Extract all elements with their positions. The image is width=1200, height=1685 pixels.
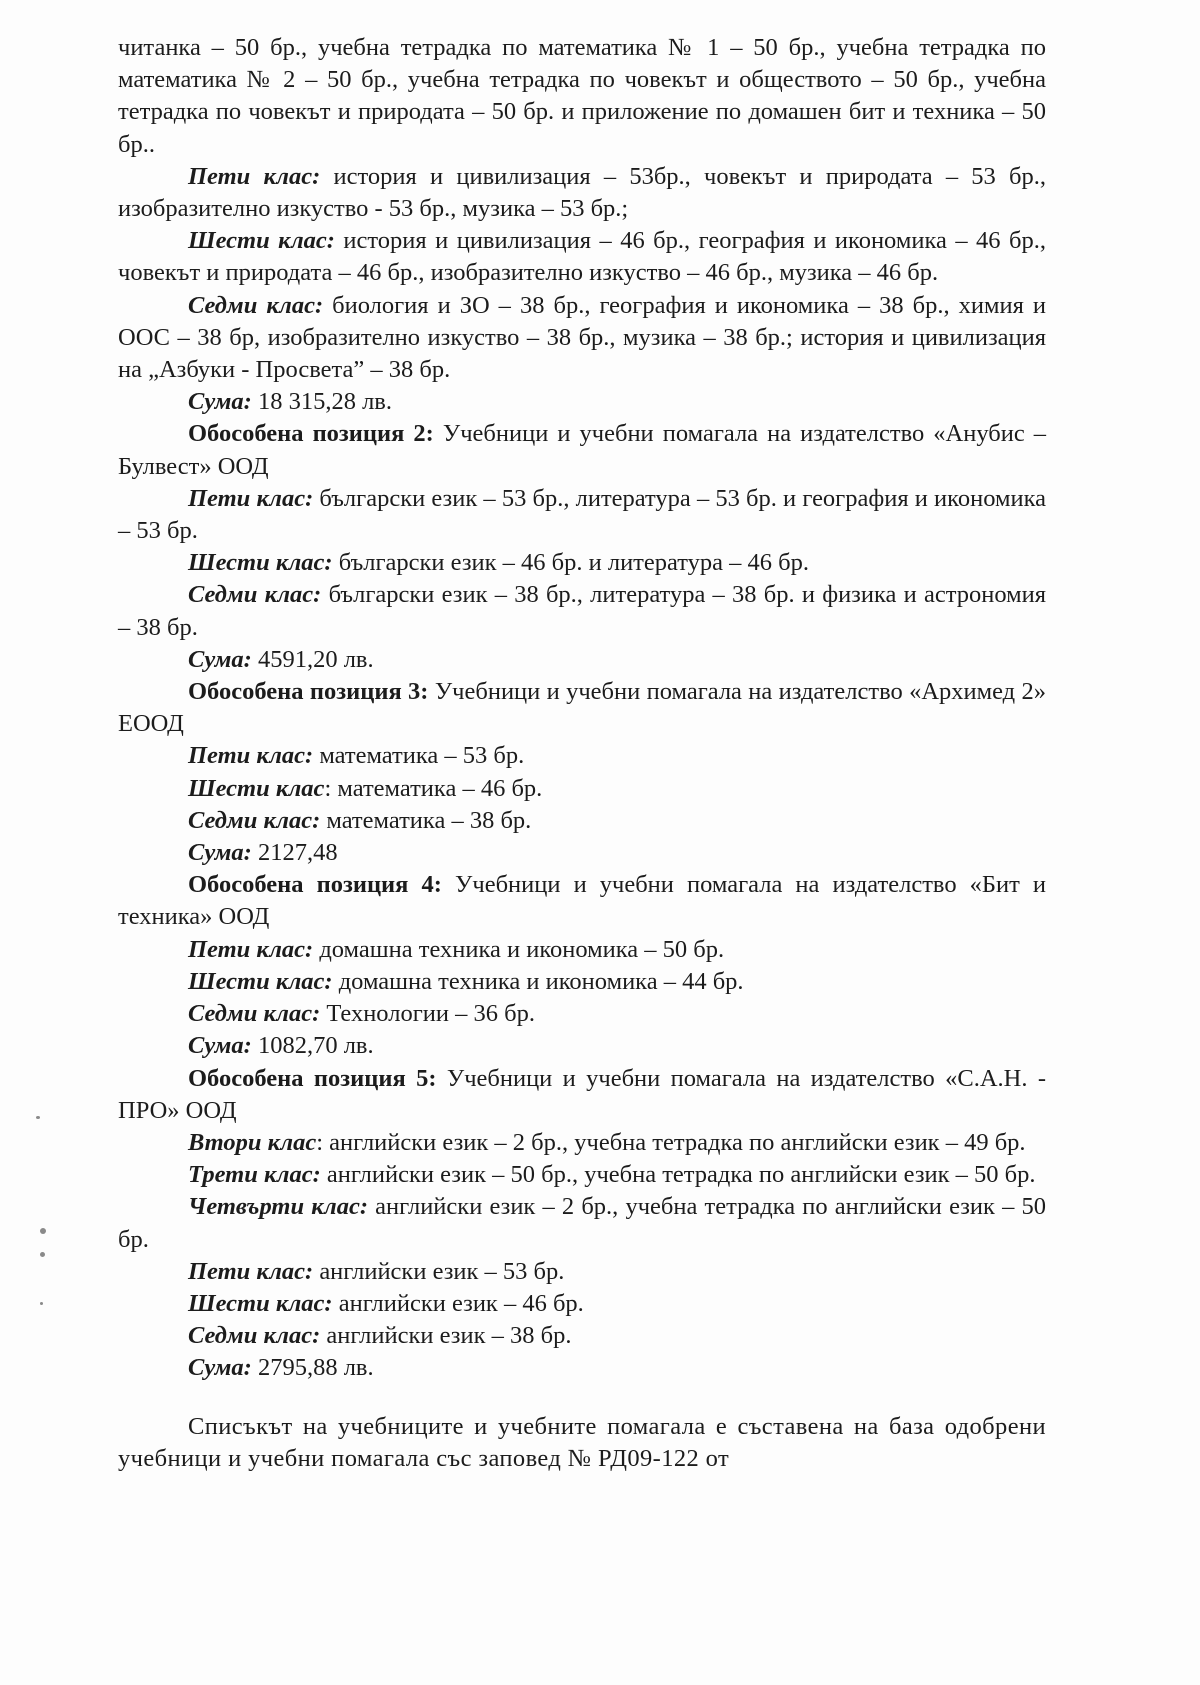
item-text: български език – 53 бр., литература – 53 бр. и география и икономика – 53 бр. <box>118 484 1046 545</box>
item-paragraph <box>118 1191 1046 1255</box>
position-label: Обособена позиция 3: <box>188 678 429 706</box>
position-heading <box>118 676 1046 740</box>
sum-value: 4591,20 лв. <box>251 645 374 673</box>
position-heading <box>118 1063 1046 1127</box>
sum-value: 2127,48 <box>251 839 338 867</box>
position-text: Учебници и учебни помагала на издателство «Бит и техника» ООД <box>118 871 1047 931</box>
scan-speck <box>40 1252 45 1257</box>
item-text: : математика – 46 бр. <box>324 774 543 802</box>
item-paragraph <box>118 579 1046 643</box>
sum-paragraph <box>118 1352 1046 1384</box>
item-paragraph <box>118 773 1046 805</box>
item-paragraph <box>118 1127 1046 1159</box>
sum-label: Сума: <box>188 645 252 673</box>
position-text: Учебници и учебни помагала на издателство «Архимед 2» ЕООД <box>118 678 1047 738</box>
sum-value: 1082,70 лв. <box>251 1032 374 1060</box>
scan-speck <box>40 1302 43 1305</box>
item-label: Шести клас: <box>188 1289 333 1317</box>
position-text: Учебници и учебни помагала на издателство «Анубис – Булвест» ООД <box>118 420 1046 480</box>
item-text: : английски език – 2 бр., учебна тетрадка по английски език – 49 бр. <box>316 1128 1026 1156</box>
sum-label: Сума: <box>188 1354 252 1382</box>
item-paragraph <box>118 225 1046 289</box>
item-text: английски език – 46 бр. <box>332 1289 584 1317</box>
scan-speck <box>36 1116 40 1119</box>
item-paragraph <box>118 740 1046 772</box>
position-label: Обособена позиция 4: <box>188 871 442 899</box>
item-label: Шести клас: <box>188 549 333 577</box>
sum-paragraph <box>118 644 1046 676</box>
item-paragraph <box>118 934 1046 966</box>
item-text: английски език – 50 бр., учебна тетрадка по английски език – 50 бр. <box>320 1161 1036 1189</box>
item-label: Пети клас: <box>188 1257 314 1285</box>
sum-value: 2795,88 лв. <box>251 1354 374 1382</box>
item-label: Седми клас: <box>188 291 324 319</box>
sum-label: Сума: <box>188 839 252 867</box>
position-label: Обособена позиция 5: <box>188 1064 437 1092</box>
item-text: математика – 38 бр. <box>320 806 532 834</box>
sum-label: Сума: <box>188 1032 252 1060</box>
item-label: Трети клас: <box>188 1161 321 1189</box>
item-paragraph <box>118 1256 1046 1288</box>
item-label: Шести клас: <box>188 967 333 995</box>
item-paragraph <box>118 161 1046 225</box>
item-text: български език – 38 бр., литература – 38 бр. и физика и астрономия – 38 бр. <box>118 581 1046 641</box>
closing-paragraph: Списъкът на учебниците и учебните помагала е съставена на база одобрени учебници и учебни помагала със заповед № РД09-122 от <box>118 1412 1046 1472</box>
item-text: английски език – 38 бр. <box>320 1322 572 1350</box>
document-body <box>118 32 1046 1475</box>
item-label: Пети клас: <box>188 935 314 963</box>
item-label: Седми клас: <box>188 1322 321 1350</box>
item-text: Технологии – 36 бр. <box>320 1000 535 1028</box>
item-label: Пети клас: <box>188 162 321 190</box>
item-text: английски език – 53 бр. <box>313 1257 565 1285</box>
item-paragraph <box>118 483 1046 547</box>
item-label: Пети клас: <box>188 484 314 512</box>
item-paragraph <box>118 966 1046 998</box>
item-label: Пети клас: <box>188 742 314 770</box>
item-text: домашна техника и икономика – 50 бр. <box>313 935 725 963</box>
item-paragraph <box>118 1320 1046 1352</box>
position-label: Обособена позиция 2: <box>188 420 434 448</box>
item-text: история и цивилизация – 46 бр., география и икономика – 46 бр., човекът и природата – 46 бр., изобразително изкуство – 46 бр., музика – 46 бр. <box>118 227 1046 287</box>
item-paragraph <box>118 1288 1046 1320</box>
item-text: история и цивилизация – 53бр., човекът и природата – 53 бр., изобразително изкуство - 53 бр., музика – 53 бр.; <box>118 162 1046 223</box>
intro-paragraph: читанка – 50 бр., учебна тетрадка по математика № 1 – 50 бр., учебна тетрадка по математика № 2 – 50 бр., учебна тетрадка по човекът и обществото – 50 бр., учебна тетрадка по човекът и природата – 50 бр. и приложение по домашен бит и техника – 50 бр.. <box>118 34 1046 158</box>
item-label: Четвърти клас: <box>188 1193 369 1221</box>
sum-paragraph <box>118 837 1046 869</box>
position-heading <box>118 869 1046 933</box>
item-text: домашна техника и икономика – 44 бр. <box>332 967 744 995</box>
scan-speck <box>40 1228 46 1234</box>
position-heading <box>118 418 1046 482</box>
item-label: Втори клас <box>188 1128 317 1156</box>
item-label: Седми клас: <box>188 1000 321 1028</box>
paragraph-spacer <box>118 1385 1046 1411</box>
item-paragraph <box>118 998 1046 1030</box>
item-paragraph <box>118 290 1046 387</box>
item-text: български език – 46 бр. и литература – 46 бр. <box>332 549 809 577</box>
item-label: Седми клас: <box>188 581 322 609</box>
item-label: Седми клас: <box>188 806 321 834</box>
sum-paragraph <box>118 1030 1046 1062</box>
item-label: Шести клас <box>188 774 325 802</box>
sum-paragraph <box>118 386 1046 418</box>
item-paragraph <box>118 1159 1046 1191</box>
sum-label: Сума: <box>188 388 252 416</box>
sum-value: 18 315,28 лв. <box>251 388 392 416</box>
item-text: английски език – 2 бр., учебна тетрадка по английски език – 50 бр. <box>118 1193 1047 1253</box>
item-text: биология и ЗО – 38 бр., география и икономика – 38 бр., химия и ООС – 38 бр, изобразително изкуство – 38 бр., музика – 38 бр.; история и цивилизация на „Азбуки - Просвета” – 38 бр. <box>118 291 1046 384</box>
position-text: Учебници и учебни помагала на издателство «С.А.Н. - ПРО» ООД <box>118 1064 1047 1124</box>
item-text: математика – 53 бр. <box>313 742 525 770</box>
item-label: Шести клас: <box>188 227 335 255</box>
item-paragraph <box>118 547 1046 579</box>
item-paragraph <box>118 805 1046 837</box>
